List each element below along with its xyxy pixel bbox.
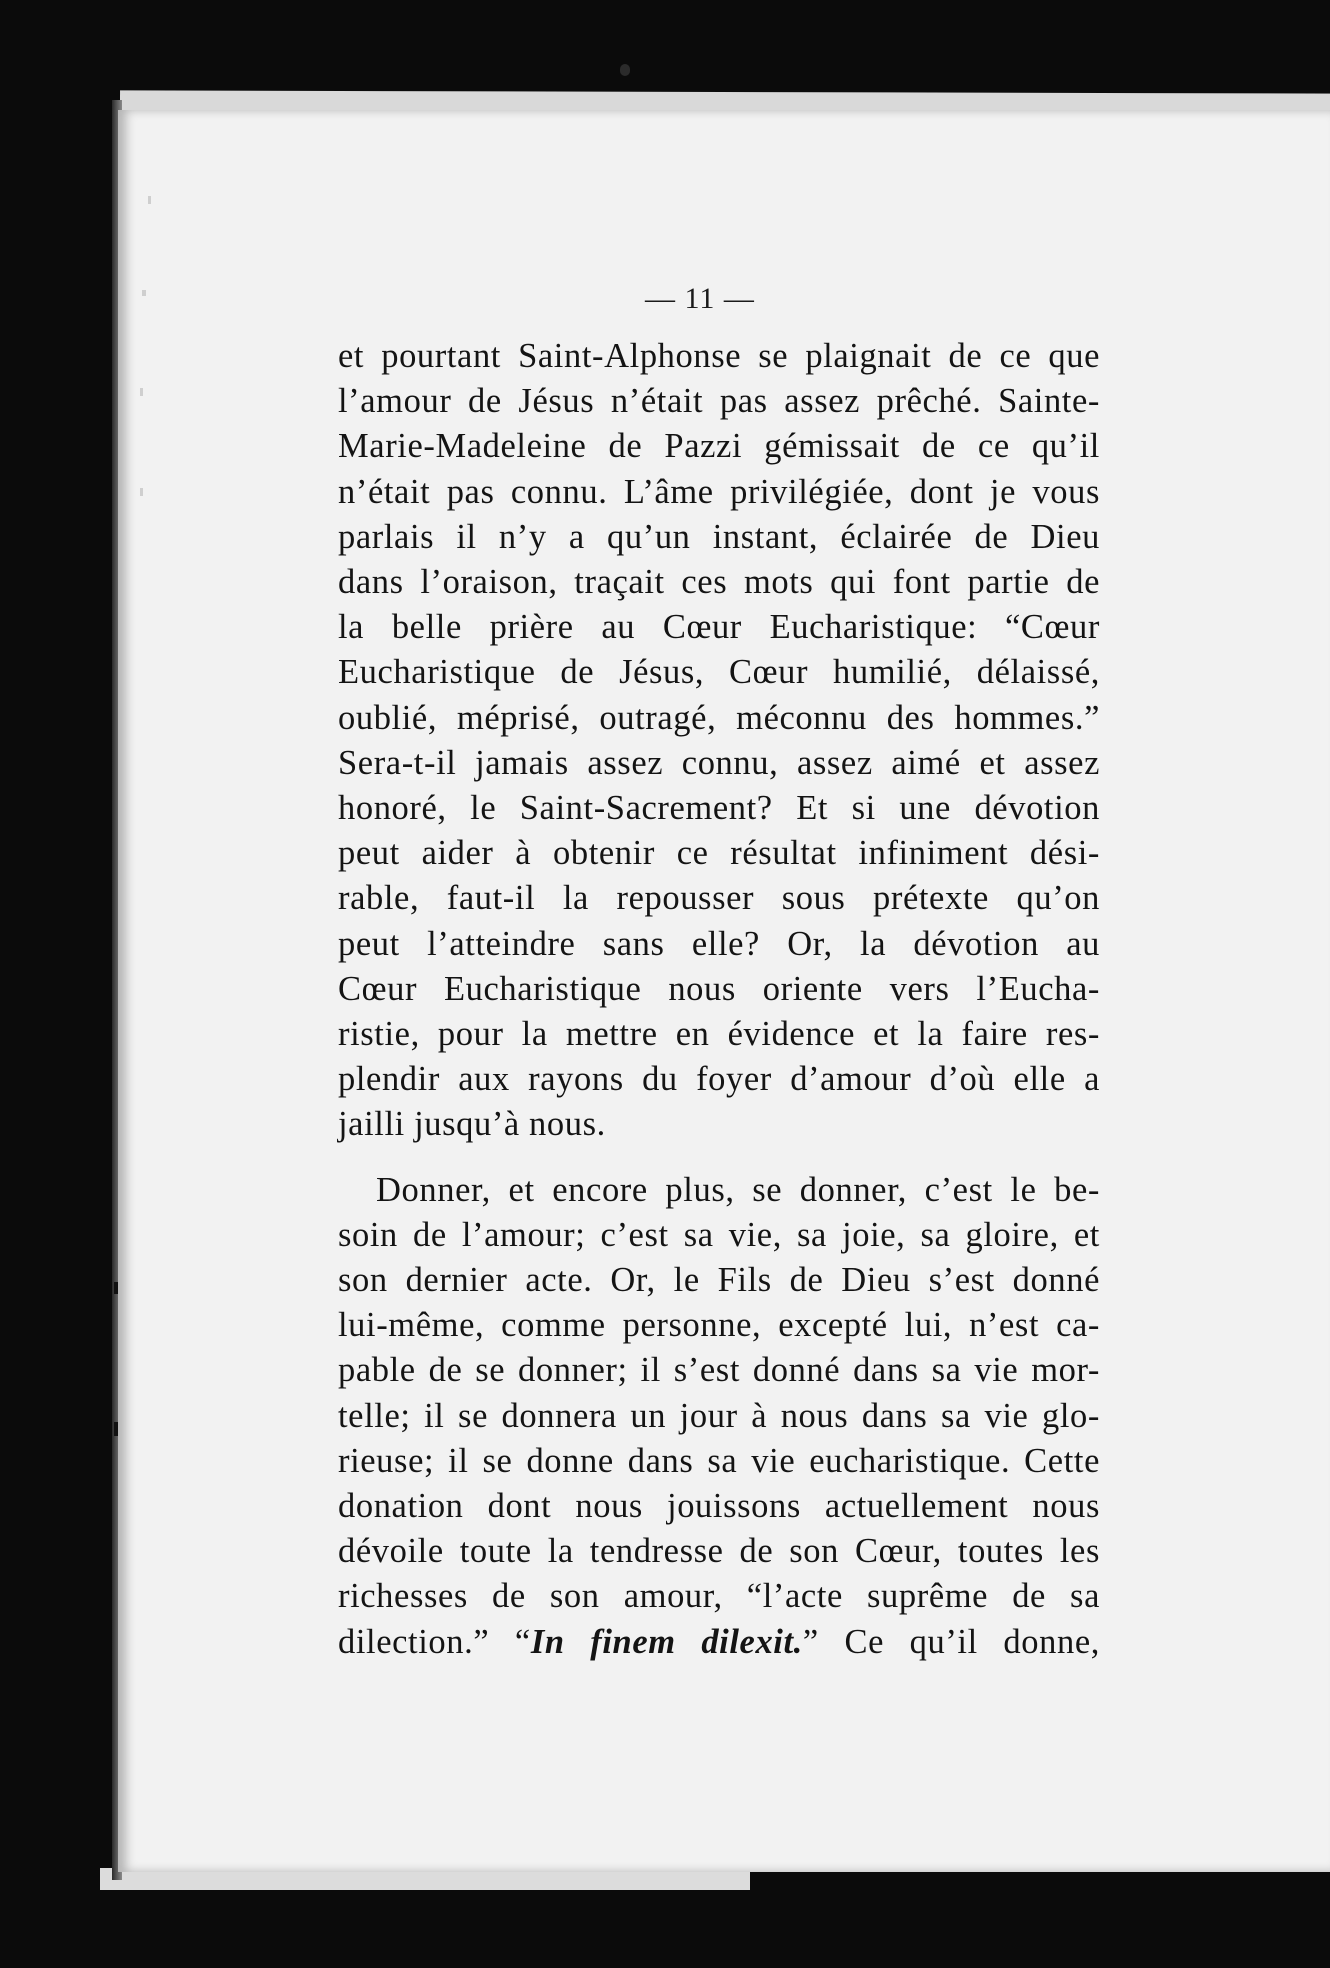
dust-mark — [114, 1282, 118, 1294]
dust-mark — [148, 196, 151, 204]
paragraph-1 — [338, 334, 1100, 1148]
text-line: pable de se donner; il s’est donné dans sa vie mor- — [338, 1351, 1100, 1390]
dust-mark — [114, 1422, 118, 1436]
text-line: oublié, méprisé, outragé, méconnu des hommes.” — [338, 698, 1100, 737]
text-line: Sera-t-il jamais assez connu, assez aimé et assez — [338, 743, 1100, 782]
text-line: Donner, et encore plus, se donner, c’est le be- — [376, 1170, 1100, 1209]
text-line: peut l’atteindre sans elle? Or, la dévotion au — [338, 924, 1100, 963]
text-line: Cœur Eucharistique nous oriente vers l’Eucha- — [338, 969, 1100, 1008]
text-line: plendir aux rayons du foyer d’amour d’où elle a — [338, 1060, 1100, 1099]
dust-mark — [620, 64, 630, 76]
text-line: rieuse; il se donne dans sa vie eucharistique. Cette — [338, 1441, 1100, 1480]
text-line: rable, faut-il la repousser sous prétexte qu’on — [338, 879, 1100, 918]
text-line: jailli jusqu’à nous. — [338, 1105, 606, 1144]
text-line: son dernier acte. Or, le Fils de Dieu s’est donné — [338, 1261, 1100, 1300]
dust-mark — [140, 388, 143, 396]
dust-mark — [140, 488, 143, 496]
paragraph-gap — [338, 1148, 1100, 1168]
text-line: ristie, pour la mettre en évidence et la faire res- — [338, 1015, 1100, 1054]
text-line: donation dont nous jouissons actuellement nous — [338, 1487, 1100, 1526]
text-line: parlais il n’y a qu’un instant, éclairée de Dieu — [338, 517, 1100, 556]
text-line: dans l’oraison, traçait ces mots qui font partie de — [338, 563, 1100, 602]
text-line: richesses de son amour, “l’acte suprême de sa — [338, 1577, 1100, 1616]
text-line: dévoile toute la tendresse de son Cœur, toutes les — [338, 1532, 1100, 1571]
text-line: Eucharistique de Jésus, Cœur humilié, délaissé, — [338, 653, 1100, 692]
text-line: soin de l’amour; c’est sa vie, sa joie, sa gloire, et — [338, 1215, 1100, 1254]
paragraph-2 — [338, 1168, 1100, 1665]
text-line: et pourtant Saint-Alphonse se plaignait de ce que — [338, 337, 1100, 375]
text-line: telle; il se donnera un jour à nous dans sa vie glo- — [338, 1396, 1100, 1435]
text-line: la belle prière au Cœur Eucharistique: “Cœur — [338, 608, 1100, 647]
text-segment: ” Ce qu’il donne, — [802, 1622, 1100, 1661]
page-number: — 11 — — [645, 282, 755, 315]
text-segment: dilection.” “ — [338, 1622, 531, 1661]
text-line: peut aider à obtenir ce résultat infiniment dési- — [338, 834, 1100, 873]
text-line: l’amour de Jésus n’était pas assez prêché. Sainte- — [338, 382, 1100, 421]
text-line-last — [338, 1620, 1100, 1665]
text-line: Marie-Madeleine de Pazzi gémissait de ce qu’il — [338, 427, 1100, 466]
text-line: n’était pas connu. L’âme privilégiée, dont je vous — [338, 472, 1100, 511]
text-line: honoré, le Saint-Sacrement? Et si une dévotion — [338, 789, 1100, 828]
latin-quote: In finem dilexit. — [530, 1622, 803, 1661]
text-line: lui-même, comme personne, excepté lui, n’est ca- — [338, 1306, 1100, 1345]
body-text — [338, 334, 1100, 1665]
